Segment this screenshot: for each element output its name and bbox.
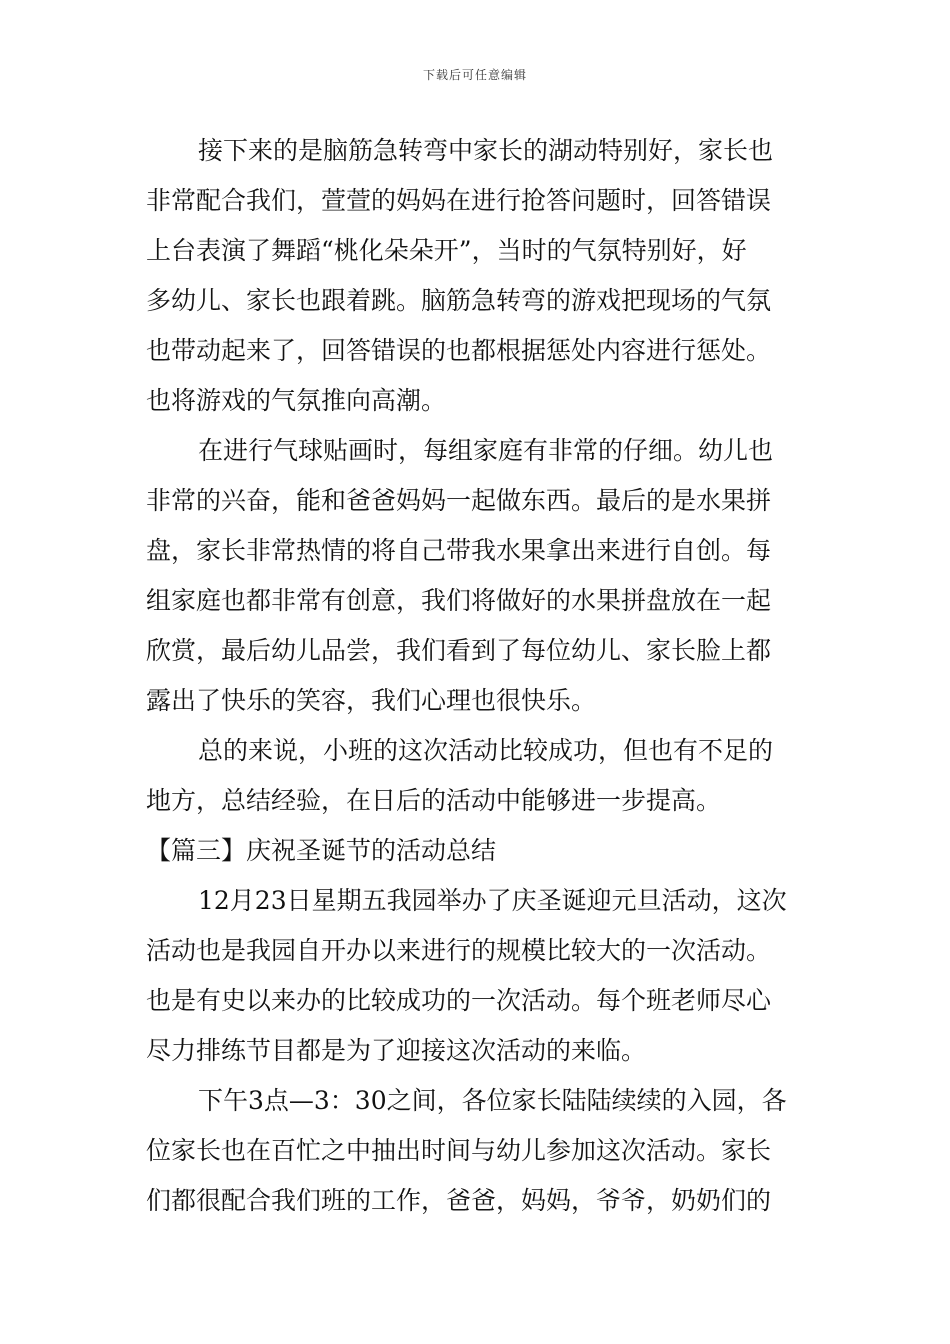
text-line: 总的来说，小班的这次活动比较成功，但也有不足的 xyxy=(198,736,774,765)
text-line: 也将游戏的气氛推向高潮。 xyxy=(146,386,447,415)
text-line: 尽力排练节目都是为了迎接这次活动的来临。 xyxy=(146,1036,647,1065)
section-heading: 【篇三】庆祝圣诞节的活动总结 xyxy=(146,836,497,865)
document-body xyxy=(146,126,810,1226)
text-line: 12月23日星期五我园举办了庆圣诞迎元旦活动，这次 xyxy=(198,886,787,915)
text-line: 地方，总结经验，在日后的活动中能够进一步提高。 xyxy=(146,786,722,815)
text-line: 多幼儿、家长也跟着跳。脑筋急转弯的游戏把现场的气氛 xyxy=(146,286,772,315)
text-line: 露出了快乐的笑容，我们心理也很快乐。 xyxy=(146,686,597,715)
text-line: 盘，家长非常热情的将自己带我水果拿出来进行自创。每 xyxy=(146,536,772,565)
text-line: 下午3点—3：30之间，各位家长陆陆续续的入园，各 xyxy=(198,1086,787,1115)
text-line: 位家长也在百忙之中抽出时间与幼儿参加这次活动。家长 xyxy=(146,1136,772,1165)
text-line: 也是有史以来办的比较成功的一次活动。每个班老师尽心 xyxy=(146,986,772,1015)
text-line: 接下来的是脑筋急转弯中家长的湖动特别好，家长也 xyxy=(198,136,774,165)
text-line: 也带动起来了，回答错误的也都根据惩处内容进行惩处。 xyxy=(146,336,772,365)
text-line: 上台表演了舞蹈“桃化朵朵开”，当时的气氛特别好，好 xyxy=(146,236,747,265)
text-line: 组家庭也都非常有创意，我们将做好的水果拼盘放在一起 xyxy=(146,586,772,615)
text-line: 在进行气球贴画时，每组家庭有非常的仔细。幼儿也 xyxy=(198,436,774,465)
text-line: 欣赏，最后幼儿品尝，我们看到了每位幼儿、家长脸上都 xyxy=(146,636,772,665)
text-line: 们都很配合我们班的工作，爸爸，妈妈，爷爷，奶奶们的 xyxy=(146,1186,772,1215)
text-line: 非常配合我们，萱萱的妈妈在进行抢答问题时，回答错误 xyxy=(146,186,772,215)
text-line: 非常的兴奋，能和爸爸妈妈一起做东西。最后的是水果拼 xyxy=(146,486,772,515)
page-header: 下载后可任意编辑 xyxy=(422,68,527,82)
text-line: 活动也是我园自开办以来进行的规模比较大的一次活动。 xyxy=(146,936,772,965)
